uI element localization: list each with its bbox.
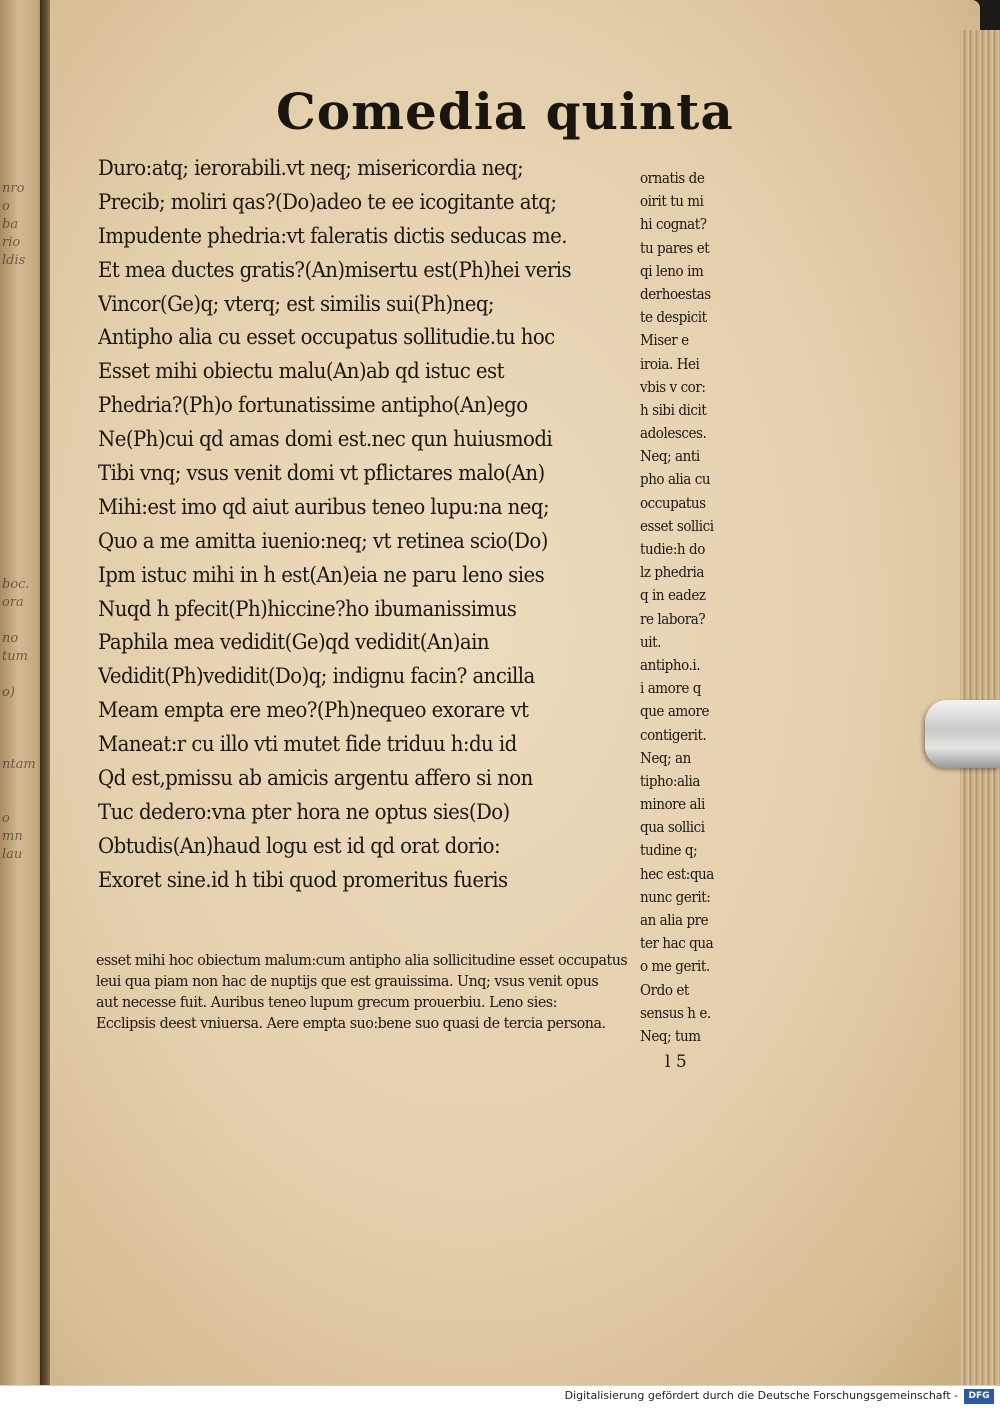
- gloss-line: h sibi dicit: [640, 400, 707, 419]
- left-page-text-fragments: [2, 180, 42, 1080]
- left-page-fragment: ldis: [2, 253, 26, 268]
- gloss-line: oirit tu mi: [640, 192, 704, 211]
- gloss-line: contigerit.: [640, 725, 707, 744]
- left-page-fragment: [2, 324, 42, 342]
- gloss-line: Miser e: [640, 331, 689, 350]
- left-page-fragment: [2, 270, 42, 288]
- left-page-fragment: [2, 450, 42, 468]
- gloss-line: qua sollici: [640, 818, 705, 837]
- text-line: Maneat:r cu illo vti mutet fide triduu h:du id: [98, 732, 517, 757]
- gloss-line: te despicit: [640, 308, 707, 327]
- left-page-fragment: [2, 792, 42, 810]
- text-line: Duro:atq; ierorabili.vt neq; misericordia neq;: [98, 156, 524, 180]
- left-page-fragment: [2, 360, 42, 378]
- left-page-fragment: [2, 432, 42, 450]
- left-page-fragment: nro: [2, 181, 25, 196]
- left-page-fragment: o: [2, 811, 10, 826]
- gloss-line: Ordo et: [640, 980, 689, 999]
- left-page-fragment: [2, 558, 42, 576]
- left-page-fragment: [2, 720, 42, 738]
- gloss-line: minore ali: [640, 795, 705, 814]
- gloss-line: derhoestas: [640, 284, 711, 303]
- left-page-fragment: ba: [2, 217, 19, 232]
- gloss-line: adolesces.: [640, 424, 707, 443]
- text-line: Et mea ductes gratis?(An)misertu est(Ph)hei veris: [98, 257, 572, 282]
- commentary-line: Ecclipsis deest vniuersa. Aere empta suo:bene suo quasi de tercia persona.: [96, 1014, 606, 1032]
- gloss-line: re labora?: [640, 609, 706, 628]
- signature-mark: l 5: [665, 1052, 687, 1072]
- left-page-fragment: boc.: [2, 577, 30, 592]
- gloss-line: pho alia cu: [640, 470, 711, 489]
- gloss-line: antipho.i.: [640, 655, 701, 674]
- gloss-line: sensus h e.: [640, 1003, 711, 1022]
- text-line: Obtudis(An)haud logu est id qd orat dorio:: [98, 833, 501, 858]
- gloss-line: occupatus: [640, 493, 706, 512]
- text-line: Phedria?(Ph)o fortunatissime antipho(An)ego: [98, 393, 528, 418]
- gloss-line: an alia pre: [640, 911, 709, 929]
- page-title: Comedia quinta: [276, 82, 734, 141]
- left-page-fragment: [2, 666, 42, 684]
- left-page-fragment: [2, 342, 42, 360]
- gloss-line: tipho:alia: [640, 771, 700, 790]
- gloss-line: Neq; anti: [640, 447, 700, 466]
- footer-credit: Digitalisierung gefördert durch die Deutsche Forschungsgemeinschaft -: [564, 1389, 958, 1402]
- left-page-fragment: [2, 468, 42, 486]
- left-page-fragment: [2, 306, 42, 324]
- gloss-line: tudie:h do: [640, 540, 705, 558]
- left-page-fragment: tum: [2, 649, 28, 664]
- text-line: Qd est,pmissu ab amicis argentu affero si non: [98, 766, 533, 791]
- marginal-gloss: [640, 167, 760, 1048]
- left-page-fragment: [2, 486, 42, 504]
- gloss-line: lz phedria: [640, 563, 705, 582]
- text-line: Quo a me amitta iuenio:neq; vt retinea scio(Do): [98, 528, 548, 553]
- commentary-block: [96, 950, 736, 1034]
- left-page-fragment: [2, 414, 42, 432]
- gloss-line: hi cognat?: [640, 215, 707, 234]
- left-page-fragment: ntam: [2, 757, 36, 772]
- text-line: Esset mihi obiectu malu(An)ab qd istuc est: [98, 359, 504, 384]
- text-line: Antipho alia cu esset occupatus sollitudie.tu hoc: [98, 325, 555, 350]
- text-line: Ipm istuc mihi in h est(An)eia ne paru leno sies: [98, 562, 545, 587]
- gloss-line: q in eadez: [640, 586, 706, 605]
- gloss-line: uit.: [640, 632, 661, 651]
- text-line: Exoret sine.id h tibi quod promeritus fueris: [98, 867, 508, 892]
- left-page-fragment: lau: [2, 847, 23, 862]
- gloss-line: qi leno im: [640, 261, 704, 280]
- main-text-block: [98, 152, 638, 898]
- commentary-line: leui qua piam non hac de nuptijs que est grauissima. Unq; vsus venit opus: [96, 972, 599, 990]
- left-page-fragment: [2, 774, 42, 792]
- gloss-line: nunc gerit:: [640, 887, 711, 906]
- left-page-fragment: o): [2, 685, 15, 700]
- gloss-line: ornatis de: [640, 169, 705, 187]
- page-clip: [925, 700, 1000, 768]
- gloss-line: tu pares et: [640, 238, 710, 257]
- gloss-line: o me gerit.: [640, 957, 710, 976]
- left-page-fragment: o: [2, 199, 10, 214]
- left-page-fragment: [2, 378, 42, 396]
- text-line: Mihi:est imo qd aiut auribus teneo lupu:na neq;: [98, 494, 550, 519]
- text-line: Precib; moliri qas?(Do)adeo te ee icogitante atq;: [98, 189, 557, 214]
- text-line: Vedidit(Ph)vedidit(Do)q; indignu facin? ancilla: [98, 664, 535, 689]
- text-line: Nuqd h pfecit(Ph)hiccine?ho ibumanissimus: [98, 596, 517, 621]
- text-line: Tibi vnq; vsus venit domi vt pflictares malo(An): [98, 461, 545, 486]
- gloss-line: Neq; tum: [640, 1026, 701, 1045]
- left-page-fragment: [2, 612, 42, 630]
- left-page-fragment: [2, 738, 42, 756]
- left-page-fragment: ora: [2, 595, 24, 610]
- text-line: Ne(Ph)cui qd amas domi est.nec qun huiusmodi: [98, 427, 553, 452]
- left-page-fragment: rio: [2, 235, 21, 250]
- text-line: Tuc dedero:vna pter hora ne optus sies(Do): [98, 799, 510, 824]
- text-line: Meam empta ere meo?(Ph)nequeo exorare vt: [98, 698, 529, 723]
- left-page-fragment: [2, 522, 42, 540]
- gloss-line: iroia. Hei: [640, 354, 700, 373]
- left-page-fragment: mn: [2, 829, 23, 844]
- footer-bar: [0, 1385, 1000, 1408]
- text-line: Impudente phedria:vt faleratis dictis seducas me.: [98, 223, 568, 248]
- left-page-fragment: [2, 540, 42, 558]
- gloss-line: que amore: [640, 702, 709, 721]
- gloss-line: esset sollici: [640, 516, 714, 535]
- gloss-line: tudine q;: [640, 841, 698, 860]
- dfg-logo: DFG: [964, 1389, 994, 1404]
- left-page-fragment: [2, 288, 42, 306]
- commentary-line: esset mihi hoc obiectum malum:cum antipho alia sollicitudine esset occupatus: [96, 951, 628, 969]
- text-line: Vincor(Ge)q; vterq; est similis sui(Ph)neq;: [98, 291, 495, 316]
- left-page-fragment: [2, 396, 42, 414]
- commentary-line: aut necesse fuit. Auribus teneo lupum grecum prouerbiu. Leno sies:: [96, 993, 557, 1011]
- gloss-line: Neq; an: [640, 748, 691, 767]
- left-page-fragment: [2, 504, 42, 522]
- left-page-fragment: no: [2, 631, 19, 646]
- left-page-fragment: [2, 702, 42, 720]
- gloss-line: ter hac qua: [640, 934, 714, 953]
- text-line: Paphila mea vedidit(Ge)qd vedidit(An)ain: [98, 630, 489, 655]
- gloss-line: i amore q: [640, 679, 701, 698]
- gloss-line: vbis v cor:: [640, 377, 706, 396]
- gloss-line: hec est:qua: [640, 864, 714, 883]
